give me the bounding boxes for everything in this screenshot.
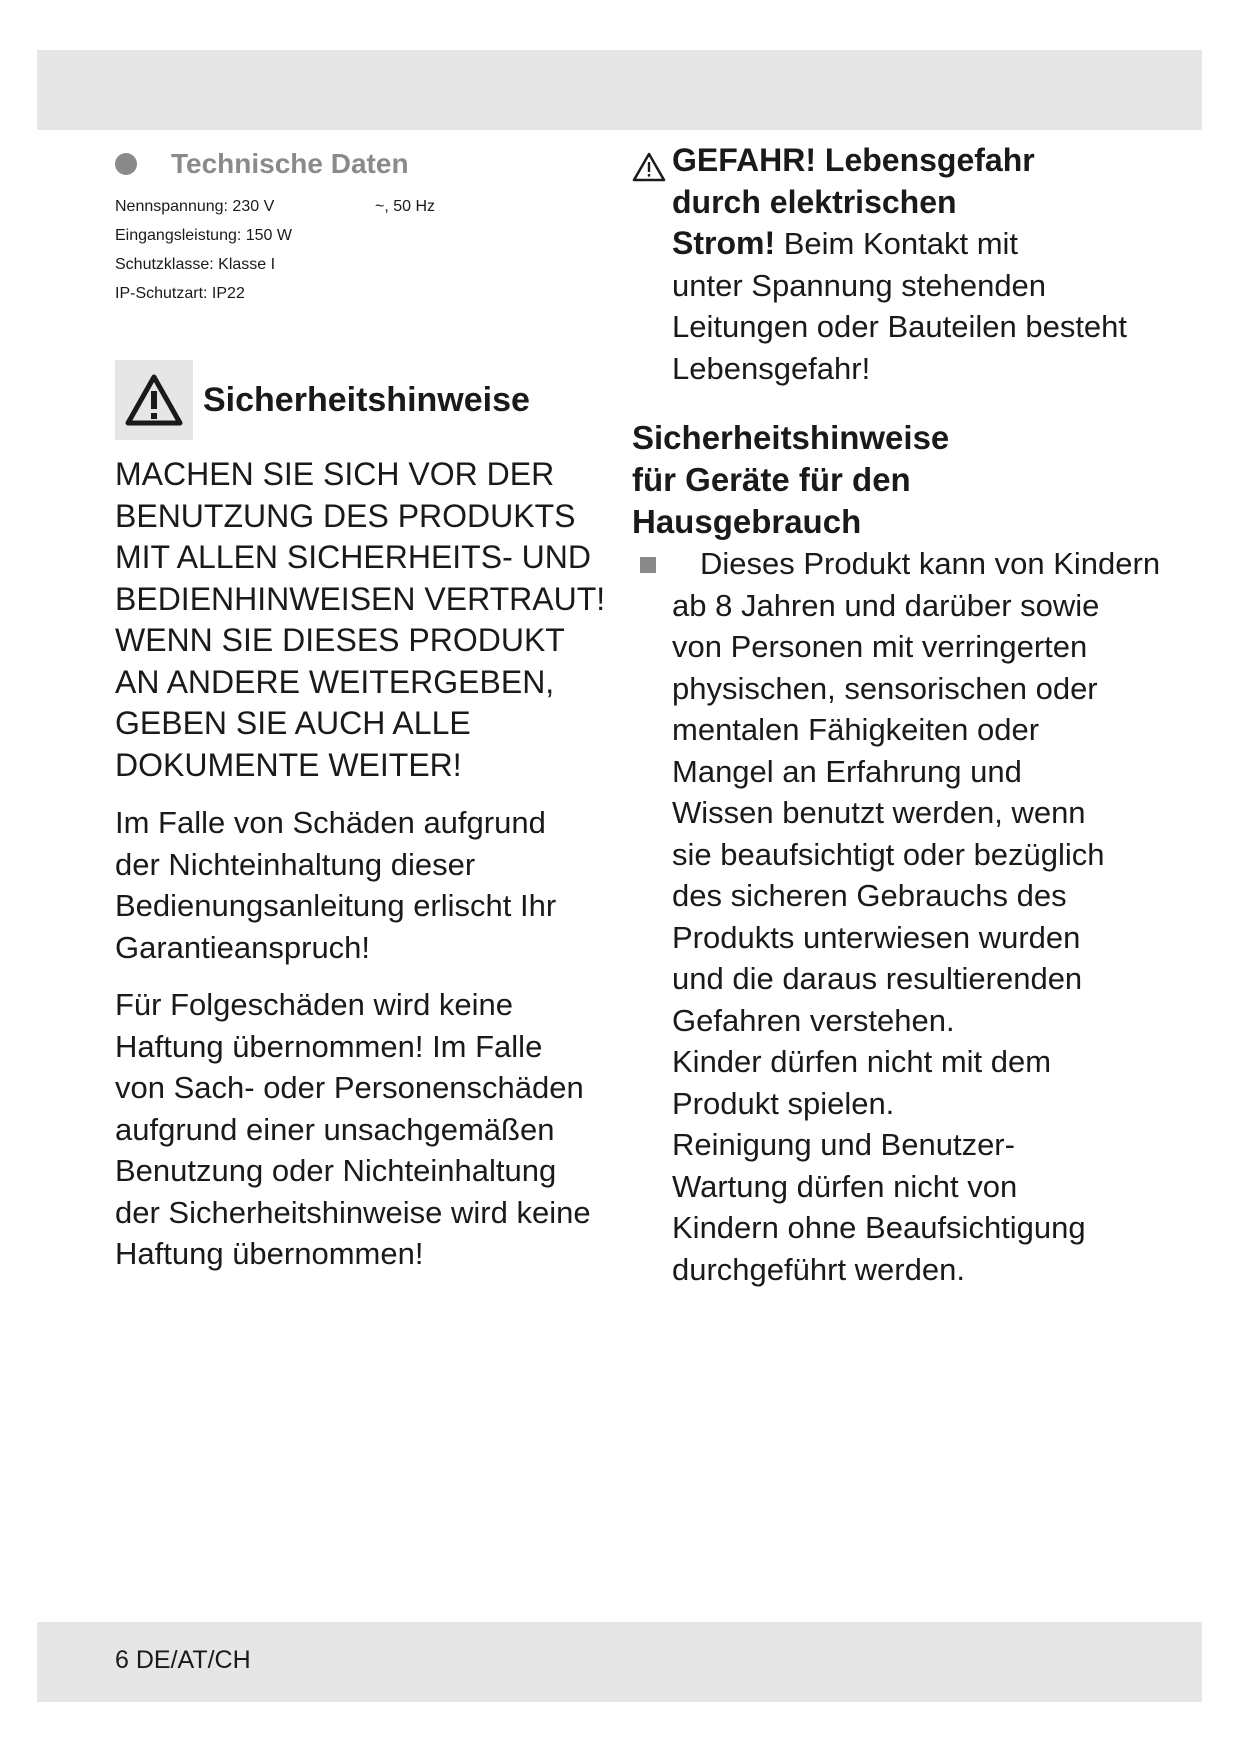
text-line: Produkts unterwiesen wurden [672,919,1081,955]
safety-title: Sicherheitshinweise [203,380,530,419]
danger-heading-line: durch elektrischen [672,183,957,220]
text-line: Im Falle von Schäden aufgrund [115,805,546,840]
text-line: Kinder dürfen nicht mit dem [672,1044,1052,1079]
text-line: MACHEN SIE SICH VOR DER [115,456,555,492]
tech-header [115,140,615,188]
bullet-text [672,543,1160,1290]
text-line: Lebensgefahr! [672,350,871,386]
household-bullet [632,543,1172,1290]
header-band [37,50,1202,130]
spec-item: Eingangsleistung: 150 W [115,227,292,244]
text-line: BENUTZUNG DES PRODUKTS [115,497,576,534]
bullet-dot-icon [115,153,137,175]
danger-heading-tail: Strom! [672,225,776,261]
text-line: Gefahren verstehen. [672,1002,955,1038]
text-line: Dieses Produkt kann von Kindern [700,546,1161,581]
guarantee-paragraph [115,802,615,968]
text-line: Wartung dürfen nicht von [672,1168,1018,1204]
text-line: Haftung übernommen! [115,1236,424,1271]
text-line: Reinigung und Benutzer- [672,1127,1015,1162]
text-line: Wissen benutzt werden, wenn [672,795,1086,830]
text-line: Für Folgeschäden wird keine [115,987,514,1022]
text-line: der Nichteinhaltung dieser [115,846,476,882]
text-line: von Personen mit verringerten [672,629,1088,664]
spec-label: Nennspannung: 230 V [115,198,275,215]
safety-header [115,360,615,440]
text-line: Mangel an Erfahrung und [672,753,1022,789]
text-line: GEBEN SIE AUCH ALLE [115,705,471,741]
text-line: aufgrund einer unsachgemäßen [115,1111,555,1147]
danger-text [672,140,1127,389]
text-line: des sicheren Gebrauchs des [672,878,1067,913]
text-line: und die daraus resultierenden [672,961,1083,996]
tech-title: Technische Daten [171,148,409,179]
text-line: für Geräte für den [632,461,911,498]
text-line: MIT ALLEN SICHERHEITS- UND [115,539,591,575]
text-line: physischen, sensorischen oder [672,670,1098,706]
text-line: ab 8 Jahren und darüber sowie [672,587,1100,623]
text-line: Kindern ohne Beaufsichtigung [672,1210,1086,1245]
text-line: WENN SIE DIESES PRODUKT [115,622,565,658]
text-line: der Sicherheitshinweise wird keine [115,1194,591,1230]
text-line: unter Spannung stehenden [672,267,1047,303]
text-line: Haftung übernommen! Im Falle [115,1028,543,1064]
text-line: mentalen Fähigkeiten oder [672,712,1040,747]
text-line: Leitungen oder Bauteilen besteht [672,309,1128,344]
text-line: sie beaufsichtigt oder bezüglich [672,836,1105,872]
spec-extra: ~, 50 Hz [375,198,436,215]
text-line: AN ANDERE WEITERGEBEN, [115,663,555,700]
spec-item: Schutzklasse: Klasse I [115,256,276,273]
warning-triangle-icon [632,152,672,187]
danger-notice [632,140,1172,389]
text-line: Produkt spielen. [672,1085,895,1121]
right-column [632,140,1172,1290]
warning-triangle-icon [115,360,193,440]
spec-item: IP-Schutzart: IP22 [115,285,245,302]
spec-item [115,192,615,221]
text-line: Hausgebrauch [632,503,862,540]
safety-warning-caps [115,454,615,786]
text-line: BEDIENHINWEISEN VERTRAUT! [115,580,606,617]
danger-heading-line: GEFAHR! Lebensgefahr [672,142,1035,178]
square-bullet-icon [640,557,656,573]
text-line: von Sach- oder Personenschäden [115,1070,584,1105]
liability-paragraph [115,984,615,1275]
text-line [672,223,1127,265]
text-line: Benutzung oder Nichteinhaltung [115,1153,557,1188]
footer-band [37,1622,1202,1702]
text-line: durchgeführt werden. [672,1251,965,1287]
text-line: Bedienungsanleitung erlischt Ihr [115,888,557,923]
text-line: DOKUMENTE WEITER! [115,746,462,783]
spec-list [115,192,615,308]
household-title [632,417,1172,543]
page-number: 6 DE/AT/CH [115,1646,251,1674]
text-line: Garantieanspruch! [115,929,371,965]
text-line: Sicherheitshinweise [632,419,950,456]
left-column [115,140,615,1275]
text-fragment: Beim Kontakt mit [775,226,1019,261]
